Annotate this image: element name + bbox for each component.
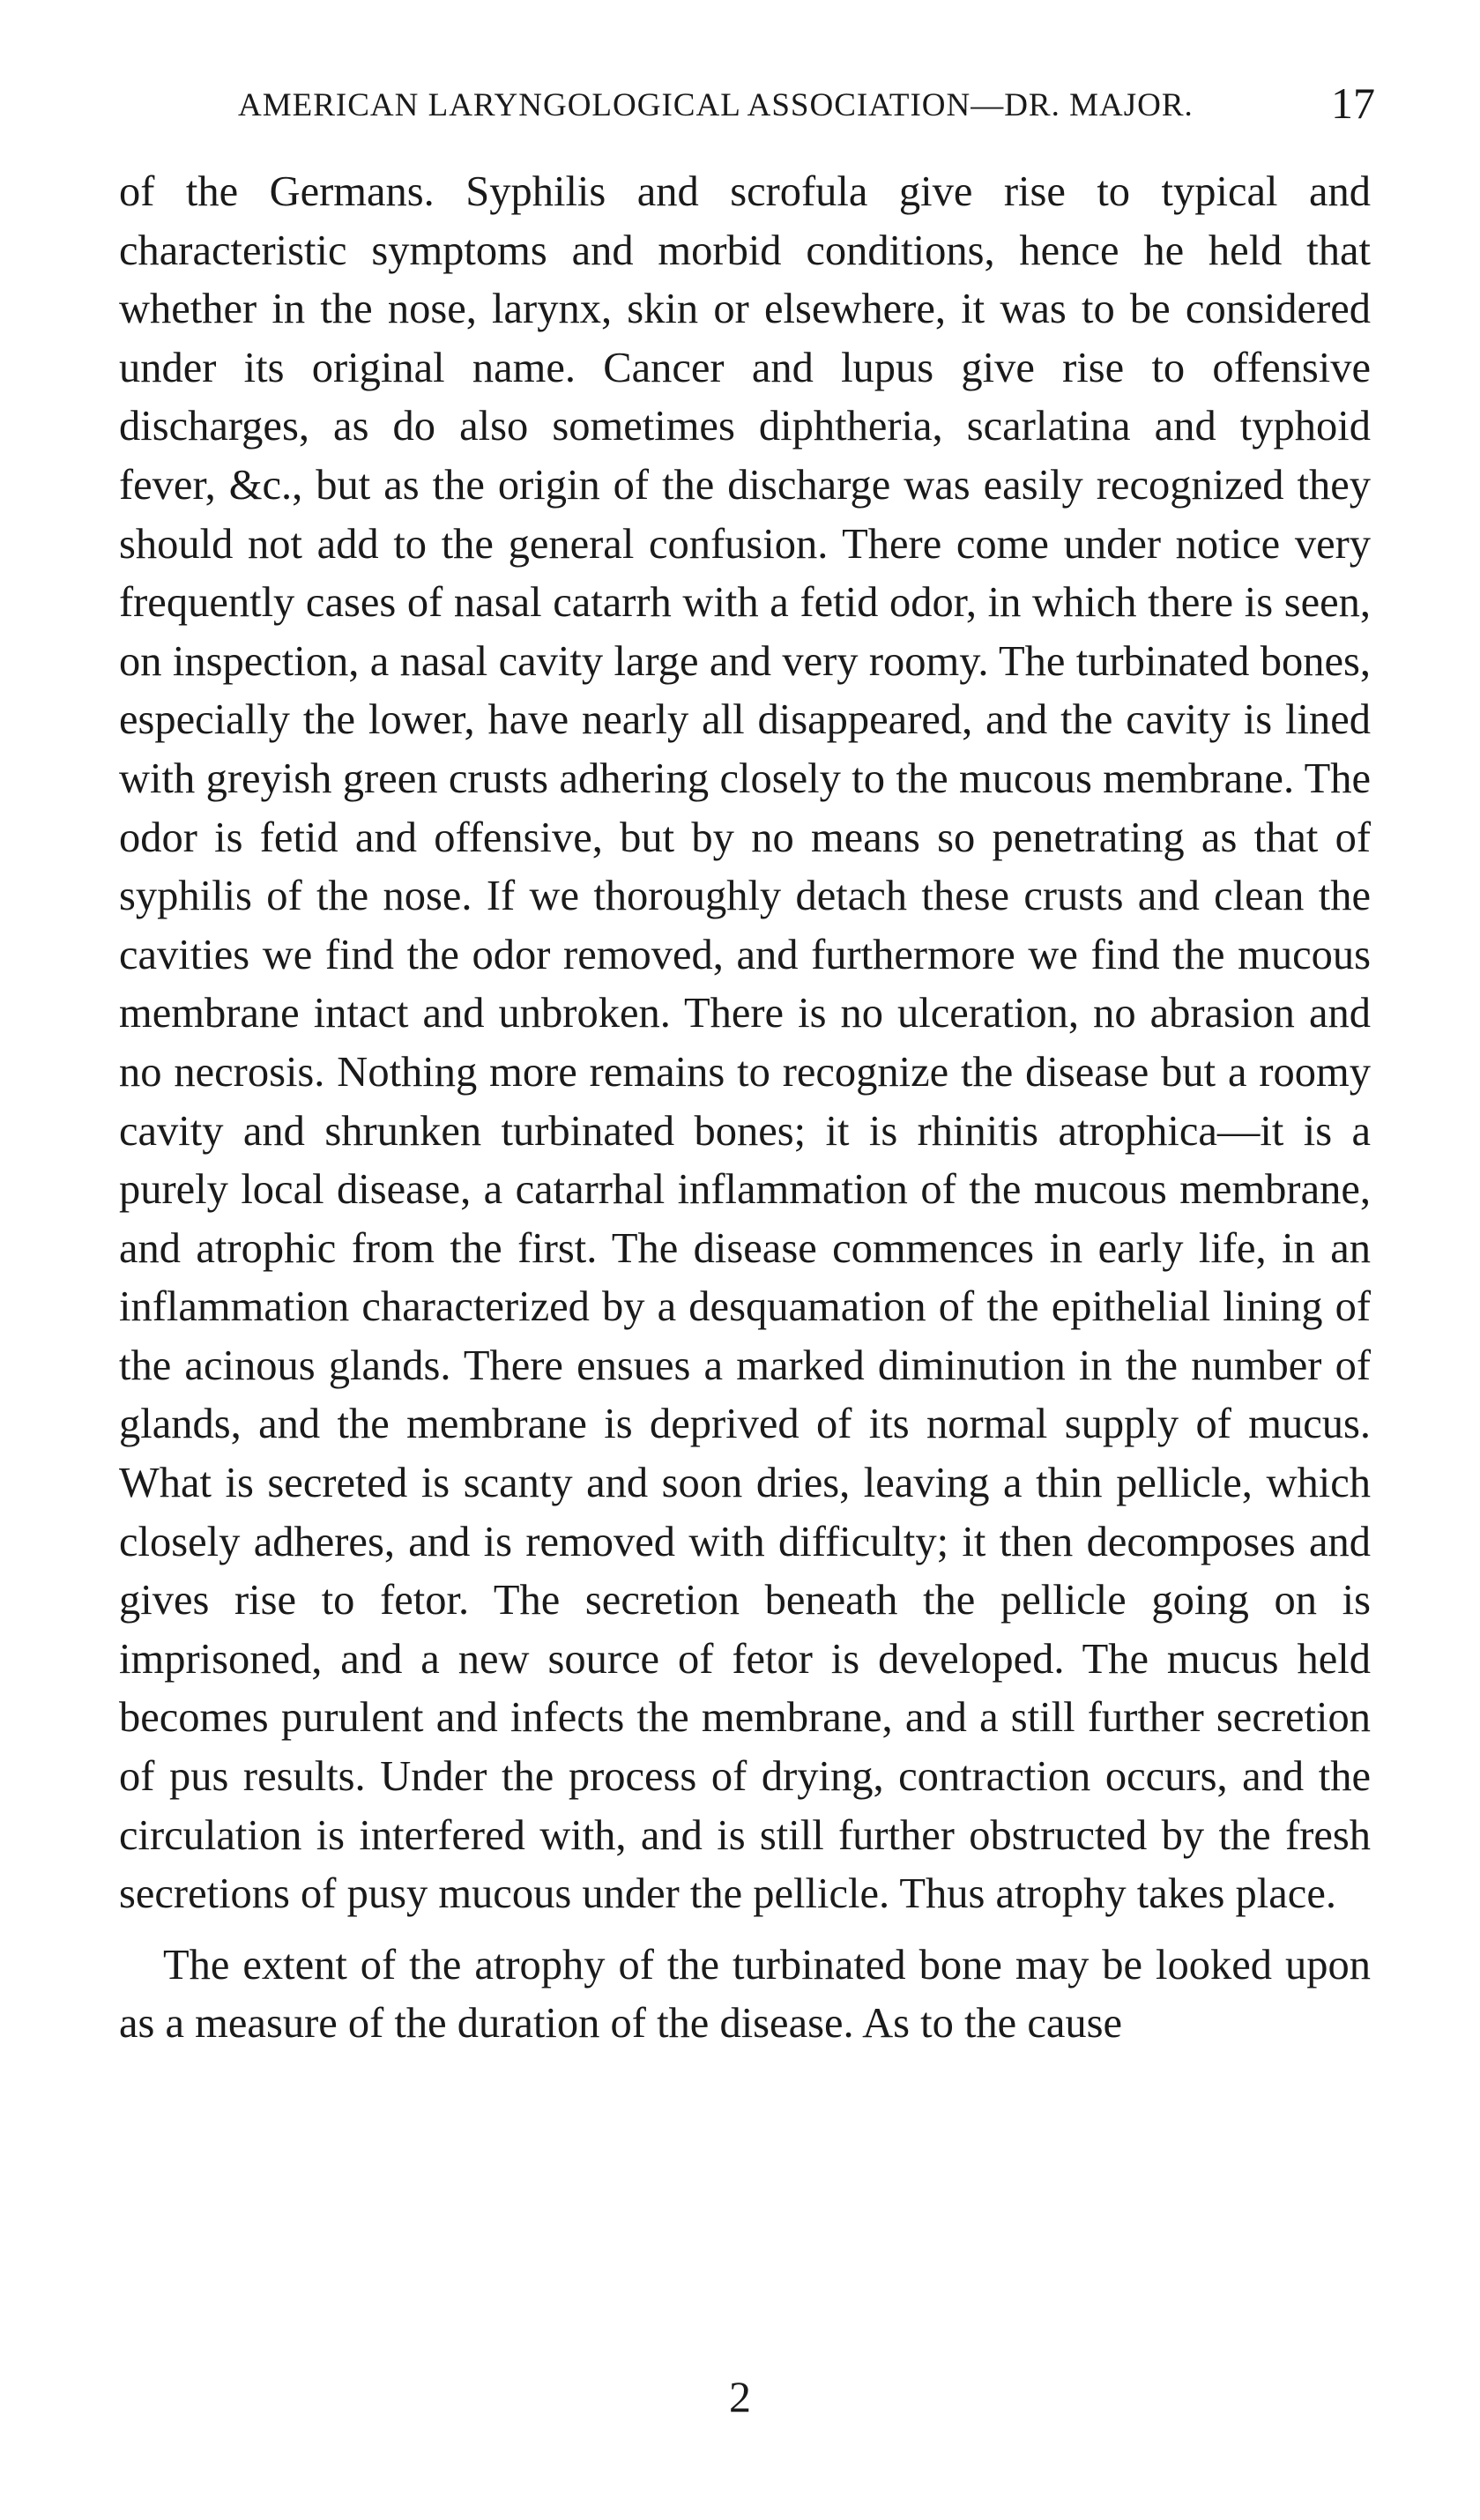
running-title: AMERICAN LARYNGOLOGICAL ASSOCIATION—DR. MAJOR.	[238, 87, 1194, 123]
page-number: 17	[1331, 78, 1375, 128]
signature-mark: 2	[729, 2372, 751, 2421]
running-head	[115, 78, 1384, 139]
paragraph-2: The extent of the atrophy of the turbinated bone may be looked upon as a measure of the duration of the disease. As to the cause	[119, 1941, 1371, 2048]
body-text	[119, 163, 1371, 2054]
paragraph-1: of the Germans. Syphilis and scrofula give rise to typical and characteristic symptoms and morbid conditions, hence he held that whether in the nose, larynx, skin or elsewhere, it was to be considered under its original name. Cancer and lupus give rise to offensive discharges, as do also sometimes diphtheria, scarlatina and typhoid fever, &c., but as the origin of the discharge was easily recognized they should not add to the general confusion. There come under notice very frequently cases of nasal catarrh with a fetid odor, in which there is seen, on inspection, a nasal cavity large and very roomy. The turbinated bones, especially the lower, have nearly all disappeared, and the cavity is lined with greyish green crusts adhering closely to the mucous membrane. The odor is fetid and offensive, but by no means so penetrating as that of syphilis of the nose. If we thoroughly detach these crusts and clean the cavities we find the odor removed, and furthermore we find the mucous membrane intact and unbroken. There is no ulceration, no abrasion and no necrosis. Nothing more remains to recognize the disease but a roomy cavity and shrunken turbinated bones; it is rhinitis atrophica—it is a purely local disease, a catarrhal inflammation of the mucous membrane, and atrophic from the first. The disease commences in early life, in an inflammation characterized by a desquamation of the epithelial lining of the acinous glands. There ensues a marked diminution in the number of glands, and the membrane is deprived of its normal supply of mucus. What is secreted is scanty and soon dries, leaving a thin pellicle, which closely adheres, and is removed with difficulty; it then decomposes and gives rise to fetor. The secretion beneath the pellicle going on is imprisoned, and a new source of fetor is developed. The mucus held becomes purulent and infects the membrane, and a still further secretion of pus results. Under the process of drying, contraction occurs, and the circulation is interfered with, and is still further obstructed by the fresh secretions of pusy mucous under the pellicle. Thus atrophy takes place.	[119, 168, 1371, 1918]
